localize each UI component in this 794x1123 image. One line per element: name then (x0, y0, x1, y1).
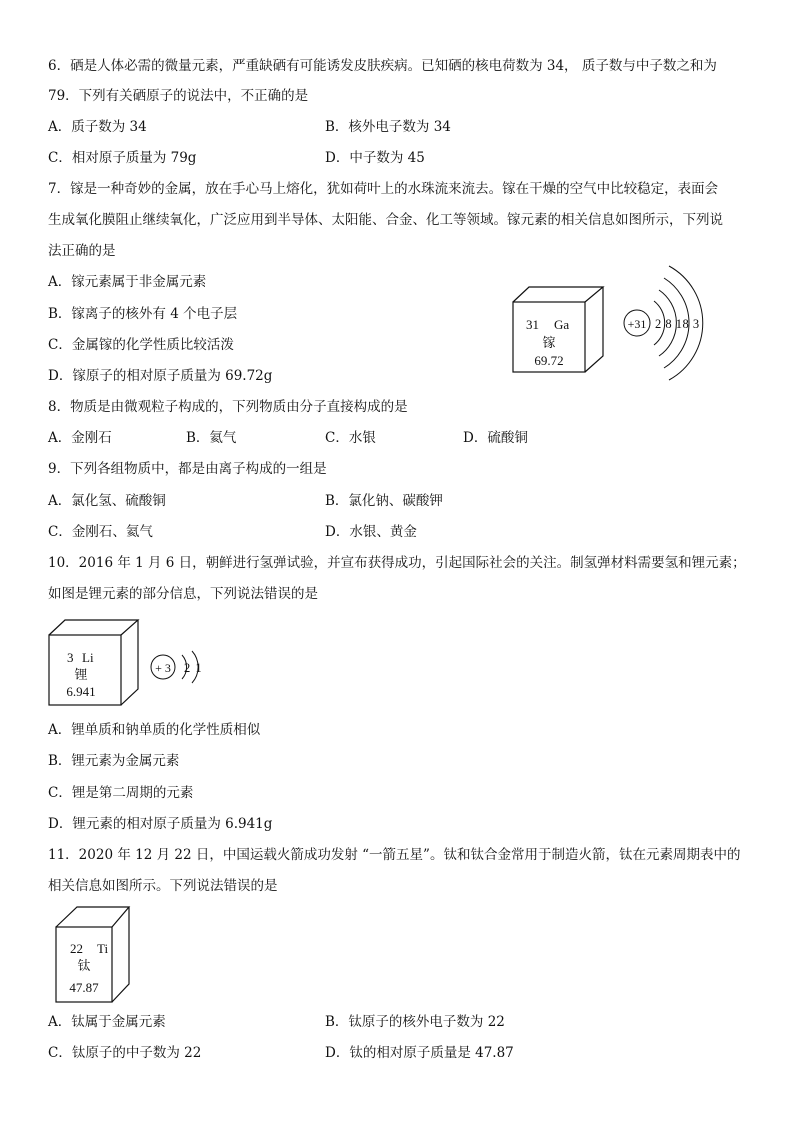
q11-option-c: C．钛原子的中子数为 22 (48, 1045, 202, 1061)
q9-option-c: C．金刚石、氦气 (48, 524, 153, 540)
q7-stem-line3: 法正确的是 (48, 243, 116, 259)
q11-option-d: D．钛的相对原子质量是 47.87 (325, 1045, 514, 1061)
li-electron-shells: 2 1 (184, 661, 203, 675)
q9-option-a: A．氯化氢、硫酸铜 (48, 493, 166, 509)
q10-option-a: A．锂单质和钠单质的化学性质相似 (48, 722, 261, 738)
ga-mass: 69.72 (534, 353, 564, 368)
q6-option-c: C．相对原子质量为 79g (48, 150, 197, 166)
q11-stem-line1: 11．2020 年 12 月 22 日，中国运载火箭成功发射 “一箭五星”。钛和钛合金常用于制造火箭，钛在元素周期表中的 (48, 847, 741, 863)
q7-option-b: B．镓离子的核外有 4 个电子层 (48, 306, 238, 322)
q10-stem-line1: 10．2016 年 1 月 6 日，朝鲜进行氢弹试验，并宣布获得成功，引起国际社会的关注。制氢弹材料需要氢和锂元素； (48, 555, 746, 571)
q9-option-b: B．氯化钠、碳酸钾 (325, 493, 443, 509)
q10-option-d: D．锂元素的相对原子质量为 6.941g (48, 816, 273, 832)
li-name: 锂 (74, 667, 88, 682)
ti-atomic-number: 22 (70, 941, 83, 956)
q6-stem-line2: 79．下列有关硒原子的说法中，不正确的是 (48, 88, 309, 104)
q6-option-a: A．质子数为 34 (48, 119, 147, 135)
q9-stem: 9．下列各组物质中，都是由离子构成的一组是 (48, 461, 327, 477)
lithium-element-card (48, 619, 140, 707)
gallium-element-card (512, 286, 606, 374)
q10-stem-line2: 如图是锂元素的部分信息，下列说法错误的是 (48, 586, 318, 602)
q9-option-d: D．水银、黄金 (325, 524, 417, 540)
q11-option-b: B．钛原子的核外电子数为 22 (325, 1014, 505, 1030)
q11-stem-line2: 相关信息如图所示。下列说法错误的是 (48, 878, 278, 894)
q6-stem-line1: 6．硒是人体必需的微量元素，严重缺硒有可能诱发皮肤疾病。已知硒的核电荷数为 34， 质子数与中子数之和为 (48, 58, 717, 74)
q8-option-a: A．金刚石 (48, 430, 112, 446)
ga-atomic-number: 31 (526, 317, 539, 332)
ga-name: 镓 (542, 335, 556, 350)
lithium-atom-structure-diagram (148, 647, 212, 687)
ti-symbol: Ti (97, 941, 109, 956)
q8-stem: 8．物质是由微观粒子构成的，下列物质由分子直接构成的是 (48, 399, 408, 415)
q10-option-b: B．锂元素为金属元素 (48, 753, 180, 769)
q8-option-b: B．氦气 (186, 430, 237, 446)
ti-mass: 47.87 (69, 980, 99, 995)
titanium-element-card (55, 906, 131, 1004)
li-symbol: Li (82, 650, 94, 665)
li-nucleus-charge: + 3 (155, 661, 171, 675)
q8-option-c: C．水银 (325, 430, 376, 446)
ga-nucleus-charge: +31 (627, 317, 647, 331)
q8-option-d: D．硫酸铜 (463, 430, 528, 446)
q10-option-c: C．锂是第二周期的元素 (48, 785, 194, 801)
q11-option-a: A．钛属于金属元素 (48, 1014, 166, 1030)
q7-stem-line1: 7．镓是一种奇妙的金属，放在手心马上熔化，犹如荷叶上的水珠流来流去。镓在干燥的空气中比较稳定，表面会 (48, 181, 719, 197)
q7-option-a: A．镓元素属于非金属元素 (48, 274, 207, 290)
ga-symbol: Ga (554, 317, 570, 332)
li-atomic-number: 3 (67, 650, 74, 665)
q6-option-d: D．中子数为 45 (325, 150, 425, 166)
q6-option-b: B．核外电子数为 34 (325, 119, 451, 135)
li-mass: 6.941 (66, 684, 96, 699)
ti-name: 钛 (77, 958, 91, 973)
ga-electron-shells: 2 8 18 3 (655, 317, 700, 331)
q7-option-d: D．镓原子的相对原子质量为 69.72g (48, 368, 273, 384)
q7-option-c: C．金属镓的化学性质比较活泼 (48, 337, 234, 353)
q7-stem-line2: 生成氧化膜阻止继续氧化，广泛应用到半导体、太阳能、合金、化工等领域。镓元素的相关信息如图所示，下列说 (48, 212, 723, 228)
gallium-atom-structure-diagram (620, 262, 724, 382)
